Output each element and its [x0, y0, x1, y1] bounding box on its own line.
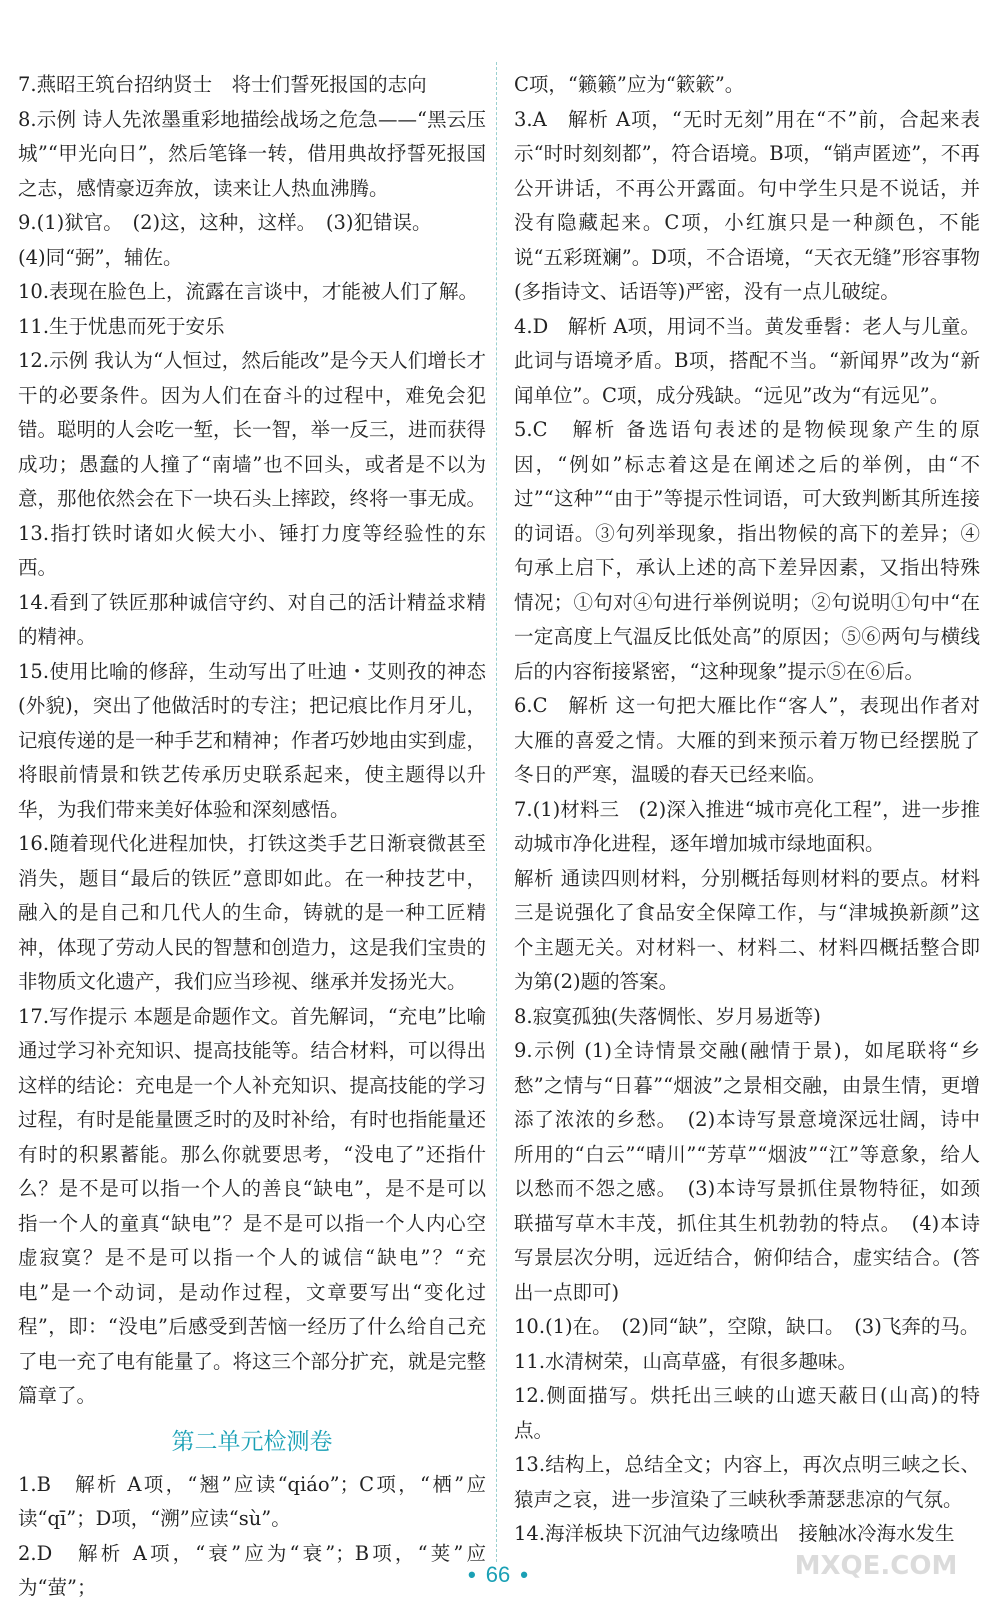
- answer-item: 5.C 解析 备选语句表述的是物候现象产生的原因，“例如”标志着这是在阐述之后的举例，由“不过”“这种”“由于”等提示性词语，可大致判断其所连接的词语。③句列举现象，指出物候的高下的差异；④句承上启下，承认上述的高下差异因素，又指出特殊情况；①句对④句进行举例说明；②句说明①句中“在一定高度上气温反比低处高”的原因；⑤⑥两句与横线后的内容衔接紧密，“这种现象”提示⑤在⑥后。: [514, 418, 980, 683]
- right-column: [514, 68, 980, 1552]
- right-answer-list: [514, 68, 980, 1552]
- answer-item: 13.结构上，总结全文；内容上，再次点明三峡之长、猿声之哀，进一步渲染了三峡秋季萧瑟悲凉的气氛。: [514, 1453, 980, 1511]
- page-dot-left: •: [468, 1562, 476, 1587]
- answer-item: 8.示例 诗人先浓墨重彩地描绘战场之危急——“黑云压城”“甲光向日”，然后笔锋一转，借用典故抒誓死报国之志，感情豪迈奔放，读来让人热血沸腾。: [18, 107, 486, 200]
- answer-item: 14.海洋板块下沉油气边缘喷出 接触冰冷海水发生: [514, 1522, 955, 1545]
- left-column: [18, 68, 486, 1606]
- page-number-text: 66: [485, 1562, 511, 1587]
- answer-item: 11.水清树荣，山高草盛，有很多趣味。: [514, 1349, 858, 1373]
- watermark-text: MXQE.COM: [794, 1551, 958, 1581]
- answer-item: 7.(1)材料三 (2)深入推进“城市亮化工程”，进一步推动城市净化进程，逐年增加城市绿地面积。: [514, 797, 980, 855]
- answer-item: 15.使用比喻的修辞，生动写出了吐迪・艾则孜的神态(外貌)，突出了他做活时的专注；把记痕比作月牙儿，记痕传递的是一种手艺和精神；作者巧妙地由实到虚，将眼前情景和铁艺传承历史联系起来，使主题得以升华，为我们带来美好体验和深刻感悟。: [18, 659, 487, 821]
- answer-item: 10.(1)在。 (2)同“缺”，空隙，缺口。 (3)飞奔的马。: [514, 1315, 980, 1338]
- watermark-logo: [766, 1514, 986, 1594]
- answer-item: 11.生于忧患而死于安乐: [18, 314, 225, 338]
- answer-item: 12.示例 我认为“人恒过，然后能改”是今天人们增长才干的必要条件。因为人们在奋斗的过程中，难免会犯错。聪明的人会吃一堑，长一智，举一反三，进而获得成功；愚蠢的人撞了“南墙”也不回头，或者是不以为意，那他依然会在下一块石头上摔跤，终将一事无成。: [18, 349, 487, 510]
- answer-item: 8.寂寞孤独(失落惆怅、岁月易逝等): [514, 1004, 821, 1028]
- column-divider: [496, 62, 497, 1562]
- section-title: 第二单元检测卷: [171, 1428, 333, 1455]
- answer-item: 9.(1)狱官。 (2)这，这种，这样。 (3)犯错误。: [18, 211, 432, 234]
- answer-item: 17.写作提示 本题是命题作文。首先解词，“充电”比喻通过学习补充知识、提高技能等。结合材料，可以得出这样的结论：充电是一个人补充知识、提高技能的学习过程，有时是能量匮乏时的及时补给，有时也指能量还有时的积累蓄能。那么你就要思考，“没电了”还指什么？是不是可以指一个人的善良“缺电”，是不是可以指一个人的童真“缺电”？是不是可以指一个人内心空虚寂寞？是不是可以指一个人的诚信“缺电”？“充电”是一个动词，是动作过程，文章要写出“变化过程”，即：“没电”后感受到苦恼一经历了什么给自己充了电一充了电有能量了。将这三个部分扩充，就是完整篇章了。: [18, 1004, 487, 1407]
- answer-item: (4)同“弼”，辅佐。: [18, 245, 183, 269]
- answer-item: 解析 通读四则材料，分别概括每则材料的要点。材料三是说强化了食品安全保障工作，与“津城换新颜”这个主题无关。对材料一、材料二、材料四概括整合即为第(2)题的答案。: [514, 866, 980, 993]
- answer-item: 9.示例 (1)全诗情景交融(融情于景)，如尾联将“乡愁”之情与“日暮”“烟波”之景相交融，由景生情，更增添了浓浓的乡愁。 (2)本诗写景意境深远壮阔，诗中所用的“白云”“晴川”“芳草”“烟波”“江”等意象，给人以愁而不怨之感。 (3)本诗写景抓住景物特征，如颈联描写草木丰茂，抓住其生机勃勃的特点。 (4)本诗写景层次分明，远近结合，俯仰结合，虚实结合。(答出一点即可): [514, 1039, 980, 1304]
- answer-item: 2.D 解析 A项，“衰”应为“衰”；B项，“荚”应为“萤”；: [18, 1541, 486, 1599]
- answer-item: 1.B 解析 A项，“翘”应读“qiáo”；C项，“栖”应读“qī”；D项，“溯”应读“sù”。: [18, 1472, 486, 1530]
- answer-item: 16.随着现代化进程加快，打铁这类手艺日渐衰微甚至消失，题目“最后的铁匠”意即如此。在一种技艺中，融入的是自己和几代人的生命，铸就的是一种工匠精神，体现了劳动人民的智慧和创造力，这是我们宝贵的非物质文化遗产，我们应当珍视、继承并发扬光大。: [18, 832, 487, 993]
- answer-item: 12.侧面描写。烘托出三峡的山遮天蔽日(山高)的特点。: [514, 1384, 980, 1442]
- answer-item: 6.C 解析 这一句把大雁比作“客人”，表现出作者对大雁的喜爱之情。大雁的到来预示着万物已经摆脱了冬日的严寒，温暖的春天已经来临。: [514, 694, 980, 786]
- answer-item: 14.看到了铁匠那种诚信守约、对自己的活计精益求精的精神。: [18, 590, 486, 648]
- answer-item: 4.D 解析 A项，用词不当。黄发垂髫：老人与儿童。此词与语境矛盾。B项，搭配不当。“新闻界”改为“新闻单位”。C项，成分残缺。“远见”改为“有远见”。: [514, 314, 980, 407]
- answer-item: 7.燕昭王筑台招纳贤士 将士们誓死报国的志向: [18, 73, 427, 96]
- answer-item: 3.A 解析 A项，“无时无刻”用在“不”前，合起来表示“时时刻刻都”，符合语境。B项，“销声匿迹”，不再公开讲话，不再公开露面。句中学生只是不说话，并没有隐藏起来。C项，小红旗只是一种颜色，不能说“五彩斑斓”。D项，不合语境，“天衣无缝”形容事物(多指诗文、话语等)严密，没有一点儿破绽。: [514, 107, 980, 303]
- left-answer-list: [18, 68, 486, 1414]
- page-dot-right: •: [520, 1562, 528, 1587]
- answer-item: C项，“籁籁”应为“簌簌”。: [514, 73, 745, 96]
- answer-item: 13.指打铁时诸如火候大小、锤打力度等经验性的东西。: [18, 521, 486, 579]
- answer-item: 10.表现在脸色上，流露在言谈中，才能被人们了解。: [18, 280, 479, 303]
